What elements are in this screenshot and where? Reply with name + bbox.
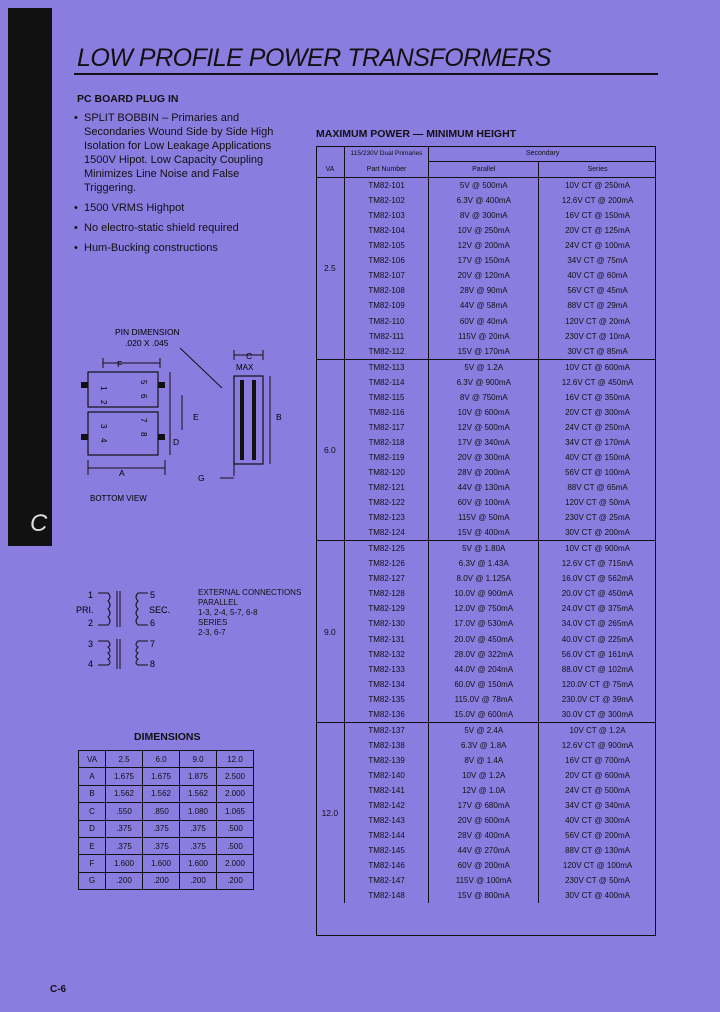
parallel-cell: 12V @ 500mA [429,420,539,435]
dimensions-cell: 1.675 [106,768,143,785]
table-row [316,525,656,541]
dim-letter-c: C [246,351,253,361]
header-part-number: Part Number [344,162,429,178]
part-number-cell: TM82-101 [344,178,429,194]
series-cell: 16V CT @ 350mA [565,392,630,402]
dimensions-cell: 2.000 [217,785,254,802]
table-row [316,632,656,647]
table-row [316,858,656,873]
part-number-cell: TM82-144 [344,828,429,843]
part-number-cell: TM82-124 [344,525,429,541]
sec-label: SEC. [149,605,171,615]
parallel-cell: 12V @ 200mA [429,238,539,253]
dimensions-cell: C [79,803,106,820]
dimensions-title: DIMENSIONS [134,731,201,743]
table-row [316,405,656,420]
dimensions-row [79,820,254,837]
part-number-cell: TM82-137 [344,722,429,738]
series-cell: 34V CT @ 170mA [565,437,630,447]
pin-8: 8 [139,432,148,437]
parallel-cell: 17.0V @ 530mA [429,616,539,631]
part-number-cell: TM82-143 [344,813,429,828]
part-number-cell: TM82-140 [344,768,429,783]
table-row [316,208,656,223]
table-row [316,283,656,298]
mechanical-drawing [70,320,300,515]
table-row [316,601,656,616]
series-cell: 230V CT @ 10mA [565,331,630,341]
schematic-pin-7: 7 [150,639,156,649]
part-number-cell: TM82-146 [344,858,429,873]
pin-2: 2 [99,400,108,405]
table-row [316,344,656,360]
dimensions-row [79,768,254,785]
dimensions-row [79,872,254,889]
part-number-cell: TM82-148 [344,888,429,903]
part-number-cell: TM82-139 [344,753,429,768]
dimensions-cell: .850 [143,803,180,820]
dimensions-cell: 2.000 [217,855,254,872]
section-tab [8,8,52,546]
part-number-cell: TM82-125 [344,541,429,557]
dimensions-header-cell: VA [79,751,106,768]
table-row [316,480,656,495]
parallel-cell: 60V @ 40mA [429,314,539,329]
table-row [316,223,656,238]
series-cell: 120V CT @ 50mA [565,498,630,508]
series-cell: 56V CT @ 200mA [565,831,630,841]
part-number-cell: TM82-147 [344,873,429,888]
schematic-pin-4: 4 [88,659,94,669]
header-parallel: Parallel [429,162,539,178]
dimensions-cell: .500 [217,837,254,854]
table-row [316,268,656,283]
subtitle: PC BOARD PLUG IN [77,93,179,105]
parallel-cell: 8V @ 1.4A [429,753,539,768]
dim-letter-g: G [198,473,205,483]
series-cell: 88.0V CT @ 102mA [561,664,634,674]
table-row [316,238,656,253]
parallel-cell: 17V @ 340mA [429,435,539,450]
part-number-cell: TM82-112 [344,344,429,360]
parallel-cell: 60.0V @ 150mA [429,677,539,692]
part-number-cell: TM82-120 [344,465,429,480]
series-cell: 20V CT @ 125mA [565,226,630,236]
series-cell: 40V CT @ 60mA [567,271,628,281]
series-cell: 24V CT @ 100mA [565,241,630,251]
table-row [316,753,656,768]
schematic-pin-3: 3 [88,639,94,649]
part-number-cell: TM82-110 [344,314,429,329]
table-header-row [316,146,656,162]
feature-item: • 1500 VRMS Highpot [74,202,185,214]
table-row [316,495,656,510]
part-number-cell: TM82-111 [344,329,429,344]
pin-4: 4 [99,438,108,443]
section-tab-letter: C [30,510,48,537]
series-cell: 10V CT @ 1.2A [539,722,656,738]
dimensions-cell: .200 [143,872,180,889]
dimensions-cell: .200 [106,872,143,889]
dimensions-cell: F [79,855,106,872]
part-number-cell: TM82-128 [344,586,429,601]
va-cell: 6.0 [316,359,344,541]
pri-label: PRI. [76,605,94,615]
bottom-view-label: BOTTOM VIEW [90,494,147,503]
part-number-cell: TM82-142 [344,798,429,813]
dimensions-cell: 1.600 [143,855,180,872]
dimensions-cell: 1.600 [106,855,143,872]
max-label: MAX [236,363,254,372]
part-number-cell: TM82-141 [344,783,429,798]
series-cell: 20.0V CT @ 450mA [561,589,634,599]
series-cell: 230V CT @ 50mA [565,876,630,886]
series-cell: 20V CT @ 300mA [565,407,630,417]
table-row [316,556,656,571]
parallel-cell: 6.3V @ 400mA [429,193,539,208]
table-row [316,178,656,194]
series-cell: 12.6V CT @ 715mA [561,559,634,569]
schematic-pin-5: 5 [150,590,156,600]
parallel-cell: 28V @ 90mA [429,283,539,298]
series-cell: 40V CT @ 150mA [565,452,630,462]
table-row [316,359,656,375]
dim-letter-b: B [276,412,282,422]
parallel-cell: 20V @ 120mA [429,268,539,283]
pin-3: 3 [99,424,108,429]
table-row [316,722,656,738]
series-cell: 12.6V CT @ 900mA [561,740,634,750]
series-cell: 12.6V CT @ 200mA [561,196,634,206]
parallel-cell: 28V @ 400mA [429,828,539,843]
schematic-pin-8: 8 [150,659,156,669]
part-number-cell: TM82-133 [344,662,429,677]
dimensions-cell: .375 [143,837,180,854]
series-cell: 10V CT @ 250mA [539,178,656,194]
parallel-cell: 5V @ 1.80A [429,541,539,557]
part-number-cell: TM82-109 [344,298,429,313]
parallel-cell: 12.0V @ 750mA [429,601,539,616]
dimensions-cell: D [79,820,106,837]
parallel-cell: 44V @ 58mA [429,298,539,313]
dim-letter-a: A [119,468,125,478]
table-row [316,768,656,783]
parallel-cell: 60V @ 200mA [429,858,539,873]
schematic-diagram [76,585,186,675]
table-row [316,707,656,723]
title-rule [74,73,658,75]
table-title: MAXIMUM POWER — MINIMUM HEIGHT [316,128,517,140]
parallel-cell: 10.0V @ 900mA [429,586,539,601]
part-number-cell: TM82-107 [344,268,429,283]
page-title: LOW PROFILE POWER TRANSFORMERS [77,44,551,72]
series-cell: 30.0V CT @ 300mA [561,709,634,719]
series-cell: 16.0V CT @ 562mA [561,574,634,584]
series-cell: 88V CT @ 65mA [567,483,628,493]
parallel-cell: 12V @ 1.0A [429,783,539,798]
pin-6: 6 [139,394,148,399]
parallel-cell: 5V @ 2.4A [429,722,539,738]
va-cell: 9.0 [316,541,344,723]
table-row [316,465,656,480]
parallel-cell: 5V @ 1.2A [429,359,539,375]
part-number-cell: TM82-134 [344,677,429,692]
dimensions-cell: 2.500 [217,768,254,785]
table-row [316,692,656,707]
dimensions-cell: .200 [217,872,254,889]
schematic-pin-2: 2 [88,618,94,628]
parallel-cell: 17V @ 680mA [429,798,539,813]
dimensions-cell: B [79,785,106,802]
series-cell: 12.6V CT @ 450mA [561,377,634,387]
series-cell: 34.0V CT @ 265mA [561,619,634,629]
dimensions-cell: G [79,872,106,889]
parallel-cell: 20V @ 600mA [429,813,539,828]
pin-dimension-label: PIN DIMENSION [115,327,180,337]
dimensions-cell: .375 [106,837,143,854]
series-cell: 34V CT @ 75mA [567,256,628,266]
series-cell: 30V CT @ 200mA [565,528,630,538]
table-row [316,783,656,798]
part-number-cell: TM82-129 [344,601,429,616]
dimensions-cell: 1.675 [143,768,180,785]
dim-letter-f: F [117,359,123,369]
dimensions-cell: 1.600 [180,855,217,872]
part-number-cell: TM82-103 [344,208,429,223]
dimensions-header-row [79,751,254,768]
part-number-cell: TM82-114 [344,375,429,390]
part-number-cell: TM82-126 [344,556,429,571]
series-cell: 56.0V CT @ 161mA [561,649,634,659]
table-row [316,828,656,843]
table-row [316,314,656,329]
series-cell: 40.0V CT @ 225mA [561,634,634,644]
dimensions-cell: 1.562 [180,785,217,802]
part-number-cell: TM82-131 [344,632,429,647]
series-cell: 16V CT @ 700mA [565,755,630,765]
series-cell: 120.0V CT @ 75mA [561,679,634,689]
dimensions-row [79,855,254,872]
dimensions-row [79,837,254,854]
header-secondary: Secondary [429,146,656,162]
series-cell: 30V CT @ 85mA [567,346,628,356]
series-cell: 230.0V CT @ 39mA [561,694,634,704]
table-row [316,647,656,662]
part-number-cell: TM82-130 [344,616,429,631]
table-row [316,193,656,208]
series-cell: 40V CT @ 300mA [565,816,630,826]
transformer-table [316,146,656,903]
dimensions-cell: 1.065 [217,803,254,820]
series-cell: 56V CT @ 45mA [567,286,628,296]
dimensions-cell: 1.562 [143,785,180,802]
dimensions-cell: 1.875 [180,768,217,785]
parallel-cell: 15V @ 800mA [429,888,539,903]
pin-dimension-value: .020 X .045 [125,338,169,348]
dimensions-row [79,803,254,820]
table-row [316,253,656,268]
parallel-cell: 44.0V @ 204mA [429,662,539,677]
dimensions-header-cell: 9.0 [180,751,217,768]
part-number-cell: TM82-132 [344,647,429,662]
parallel-cell: 8.0V @ 1.125A [429,571,539,586]
table-row [316,677,656,692]
dimensions-cell: .375 [143,820,180,837]
part-number-cell: TM82-145 [344,843,429,858]
part-number-cell: TM82-113 [344,359,429,375]
dimensions-row [79,785,254,802]
table-row [316,662,656,677]
series-cell: 120V CT @ 100mA [562,861,633,871]
part-number-cell: TM82-119 [344,450,429,465]
dimensions-cell: 1.562 [106,785,143,802]
dimensions-cell: .550 [106,803,143,820]
parallel-cell: 15.0V @ 600mA [429,707,539,723]
table-row [316,571,656,586]
part-number-cell: TM82-135 [344,692,429,707]
part-number-cell: TM82-106 [344,253,429,268]
parallel-cell: 6.3V @ 1.43A [429,556,539,571]
parallel-cell: 15V @ 170mA [429,344,539,360]
series-cell: 10V CT @ 600mA [539,359,656,375]
parallel-cell: 60V @ 100mA [429,495,539,510]
series-cell: 120V CT @ 20mA [565,316,630,326]
parallel-cell: 115V @ 50mA [429,510,539,525]
part-number-cell: TM82-136 [344,707,429,723]
feature-item: • No electro-static shield required [74,222,239,234]
part-number-cell: TM82-108 [344,283,429,298]
table-row [316,420,656,435]
pin-7: 7 [139,418,148,423]
parallel-cell: 28V @ 200mA [429,465,539,480]
dimensions-cell: E [79,837,106,854]
parallel-cell: 115.0V @ 78mA [429,692,539,707]
table-row [316,873,656,888]
series-cell: 24V CT @ 250mA [565,422,630,432]
part-number-cell: TM82-102 [344,193,429,208]
table-row [316,390,656,405]
pin-1: 1 [99,386,108,391]
table-row [316,616,656,631]
part-number-cell: TM82-122 [344,495,429,510]
table-header-row [316,162,656,178]
part-number-cell: TM82-117 [344,420,429,435]
dimensions-cell: .500 [217,820,254,837]
dimensions-header-cell: 6.0 [143,751,180,768]
external-connections: EXTERNAL CONNECTIONS PARALLEL 1-3, 2-4, 5-7, 6-8 SERIES 2-3, 6-7 [198,588,302,637]
feature-list [74,111,274,261]
parallel-cell: 6.3V @ 1.8A [429,738,539,753]
series-cell: 34V CT @ 340mA [565,801,630,811]
dimensions-cell: A [79,768,106,785]
parallel-cell: 17V @ 150mA [429,253,539,268]
series-cell: 24V CT @ 500mA [565,785,630,795]
parallel-cell: 44V @ 130mA [429,480,539,495]
parallel-cell: 28.0V @ 322mA [429,647,539,662]
series-cell: 24.0V CT @ 375mA [561,604,634,614]
part-number-cell: TM82-105 [344,238,429,253]
dimensions-header-cell: 12.0 [217,751,254,768]
va-cell: 12.0 [316,722,344,903]
dimensions-cell: .375 [180,837,217,854]
va-cell: 2.5 [316,178,344,360]
part-number-cell: TM82-104 [344,223,429,238]
parallel-cell: 15V @ 400mA [429,525,539,541]
dimensions-table [78,750,254,890]
parallel-cell: 10V @ 1.2A [429,768,539,783]
table-row [316,888,656,903]
table-row [316,738,656,753]
dimensions-cell: 1.080 [180,803,217,820]
table-row [316,329,656,344]
parallel-cell: 8V @ 300mA [429,208,539,223]
header-primaries: 115/230V Dual Primaries [344,146,429,162]
parallel-cell: 20.0V @ 450mA [429,632,539,647]
page-number: C-6 [50,984,67,995]
dimensions-cell: .200 [180,872,217,889]
table-row [316,298,656,313]
table-row [316,798,656,813]
dim-letter-e: E [193,412,199,422]
parallel-cell: 115V @ 20mA [429,329,539,344]
dimensions-cell: .375 [106,820,143,837]
series-cell: 20V CT @ 600mA [565,770,630,780]
series-cell: 88V CT @ 29mA [567,301,628,311]
parallel-cell: 5V @ 500mA [429,178,539,194]
table-row [316,586,656,601]
part-number-cell: TM82-115 [344,390,429,405]
dim-letter-d: D [173,437,180,447]
series-cell: 10V CT @ 900mA [539,541,656,557]
feature-item: • Hum-Bucking constructions [74,242,218,254]
part-number-cell: TM82-116 [344,405,429,420]
parallel-cell: 10V @ 600mA [429,405,539,420]
part-number-cell: TM82-123 [344,510,429,525]
table-row [316,435,656,450]
part-number-cell: TM82-118 [344,435,429,450]
parallel-cell: 6.3V @ 900mA [429,375,539,390]
dimensions-header-cell: 2.5 [106,751,143,768]
part-number-cell: TM82-127 [344,571,429,586]
series-cell: 88V CT @ 130mA [565,846,630,856]
header-series: Series [539,162,656,178]
pin-5: 5 [139,380,148,385]
schematic-pin-6: 6 [150,618,156,628]
dimensions-cell: .375 [180,820,217,837]
header-va: VA [316,162,344,178]
part-number-cell: TM82-138 [344,738,429,753]
parallel-cell: 115V @ 100mA [429,873,539,888]
table-row [316,813,656,828]
table-row [316,450,656,465]
parallel-cell: 44V @ 270mA [429,843,539,858]
series-cell: 56V CT @ 100mA [565,468,630,477]
feature-item: • SPLIT BOBBIN – Primaries and Secondaries Wound Side by Side High Isolation for Low Leakage Applications 1500V Hipot. Low Capacity Coupling Minimizes Line Noise and False Triggering. [74,112,274,194]
table-row [316,510,656,525]
series-cell: 16V CT @ 150mA [565,211,630,221]
parallel-cell: 20V @ 300mA [429,450,539,465]
table-row [316,843,656,858]
series-cell: 230V CT @ 25mA [565,513,630,523]
table-row [316,375,656,390]
parallel-cell: 10V @ 250mA [429,223,539,238]
series-cell: 30V CT @ 400mA [565,891,630,901]
table-row [316,541,656,557]
schematic-pin-1: 1 [88,590,94,600]
parallel-cell: 8V @ 750mA [429,390,539,405]
part-number-cell: TM82-121 [344,480,429,495]
